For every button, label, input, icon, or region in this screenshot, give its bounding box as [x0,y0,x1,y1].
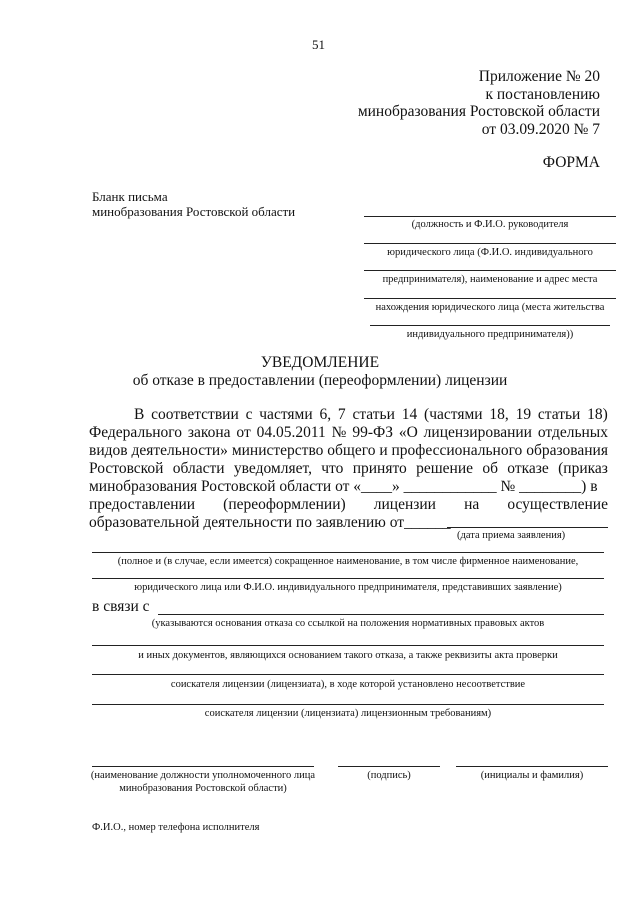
body-line-2 [89,424,608,442]
signature-line[interactable] [338,766,440,767]
word: лицензии [373,496,436,513]
word: 6, [319,406,332,423]
resolution-date: от 03.09.2020 № 7 [481,121,600,138]
applicant-hint-1: (полное и (в случае, если имеется) сокращенное наименование, в том числе фирменное наименование, [117,556,579,567]
order-reference: минобразования Ростовской области от «____» ____________ № ________) в [89,478,598,495]
word: общего [327,442,376,459]
word: 18, [489,406,509,423]
initials-line[interactable] [456,766,608,767]
reason-line-4[interactable] [92,704,604,705]
addressee-line-2[interactable] [364,243,616,244]
annex-number: Приложение № 20 [478,68,600,85]
word: 14 [401,406,418,423]
applicant-line-1[interactable] [92,552,604,553]
word: уведомляет, [233,460,312,477]
word: и [379,442,388,459]
word: предоставлении [89,496,196,513]
reason-label: в связи с [92,598,150,615]
resolution-reference: к постановлению [485,86,600,103]
document-title: УВЕДОМЛЕНИЕ [260,354,380,371]
word: профессионального [391,442,523,459]
reason-line-3[interactable] [92,674,604,675]
page-number: 51 [312,37,325,52]
official-position-hint: (наименование должности уполномоченного лица [90,770,316,781]
word: об [482,460,498,477]
form-label: ФОРМА [542,154,600,171]
application-date-line[interactable] [447,527,608,528]
body-line-5 [89,478,608,496]
executor-info: Ф.И.О., номер телефона исполнителя [92,822,260,833]
reason-hint-3: соискателя лицензии (лицензиата), в ходе которой установлено несоответствие [170,679,526,690]
body-line-6 [89,496,608,514]
addressee-line-3[interactable] [364,270,616,271]
word: № [331,424,347,441]
word: (частями [424,406,483,423]
letterhead-line-1: Бланк письма [92,189,168,204]
addressee-line-4[interactable] [364,298,616,299]
reason-hint-4: соискателя лицензии (лицензиата) лицензионным требованиям) [204,708,492,719]
body-line-3 [89,442,608,460]
word: статьи [352,406,395,423]
word: 99-ФЗ [352,424,393,441]
ministry-name: минобразования Ростовской области [357,103,600,120]
word: «О [398,424,418,441]
addressee-line-1[interactable] [364,216,616,217]
word: деятельности» [131,442,228,459]
word: соответствии [151,406,239,423]
reason-hint-1: (указываются основания отказа со ссылкой на положения нормативных правовых актов [151,618,545,629]
document-subtitle: об отказе в предоставлении (переоформлении) лицензии [132,372,508,389]
word: 19 [515,406,532,423]
official-position-line[interactable] [92,766,314,767]
word: отдельных [537,424,608,441]
reason-hint-2: и иных документов, являющихся основанием такого отказа, а также реквизиты акта проверки [138,650,558,661]
word: министерство [231,442,324,459]
word: осуществление [507,496,608,513]
body-line-7: образовательной деятельности по заявлению от______ [89,514,451,531]
word: что [321,460,344,477]
word: видов [89,442,128,459]
application-date-hint: (дата приема заявления) [457,530,566,541]
word: лицензировании [423,424,532,441]
word: от [236,424,251,441]
word: (переоформлении) [223,496,346,513]
word: В [134,406,145,423]
word: с [245,406,253,423]
word: 04.05.2011 [256,424,326,441]
addressee-line-5[interactable] [370,325,610,326]
addressee-hint-2: юридического лица (Ф.И.О. индивидуального [387,247,593,258]
word: Ростовской [89,460,164,477]
official-position-hint-2: минобразования Ростовской области) [119,783,287,794]
word: отказе [507,460,549,477]
body-line-4 [89,460,608,478]
addressee-hint-4: нахождения юридического лица (места жительства [375,302,605,313]
word: частями [259,406,313,423]
word: 18) [587,406,608,423]
word: 7 [337,406,346,423]
signature-hint: (подпись) [367,770,411,781]
word: Федерального [89,424,183,441]
initials-hint: (инициалы и фамилия) [480,770,584,781]
addressee-hint-1: (должность и Ф.И.О. руководителя [411,219,569,230]
word: принято [352,460,407,477]
body-line-1 [134,406,608,424]
applicant-hint-2: юридического лица или Ф.И.О. индивидуального предпринимателя, представивших заявление) [134,582,562,593]
reason-line-2[interactable] [92,645,604,646]
word: (приказ [558,460,608,477]
letterhead-line-2: минобразования Ростовской области [92,204,296,219]
word: образования [526,442,608,459]
word: области [172,460,225,477]
word: на [464,496,480,513]
word: статьи [537,406,581,423]
reason-line-1[interactable] [158,614,604,615]
word: решение [416,460,474,477]
addressee-hint-5: индивидуального предпринимателя)) [406,329,574,340]
addressee-hint-3: предпринимателя), наименование и адрес места [382,274,598,285]
applicant-line-2[interactable] [92,578,604,579]
word: закона [187,424,231,441]
